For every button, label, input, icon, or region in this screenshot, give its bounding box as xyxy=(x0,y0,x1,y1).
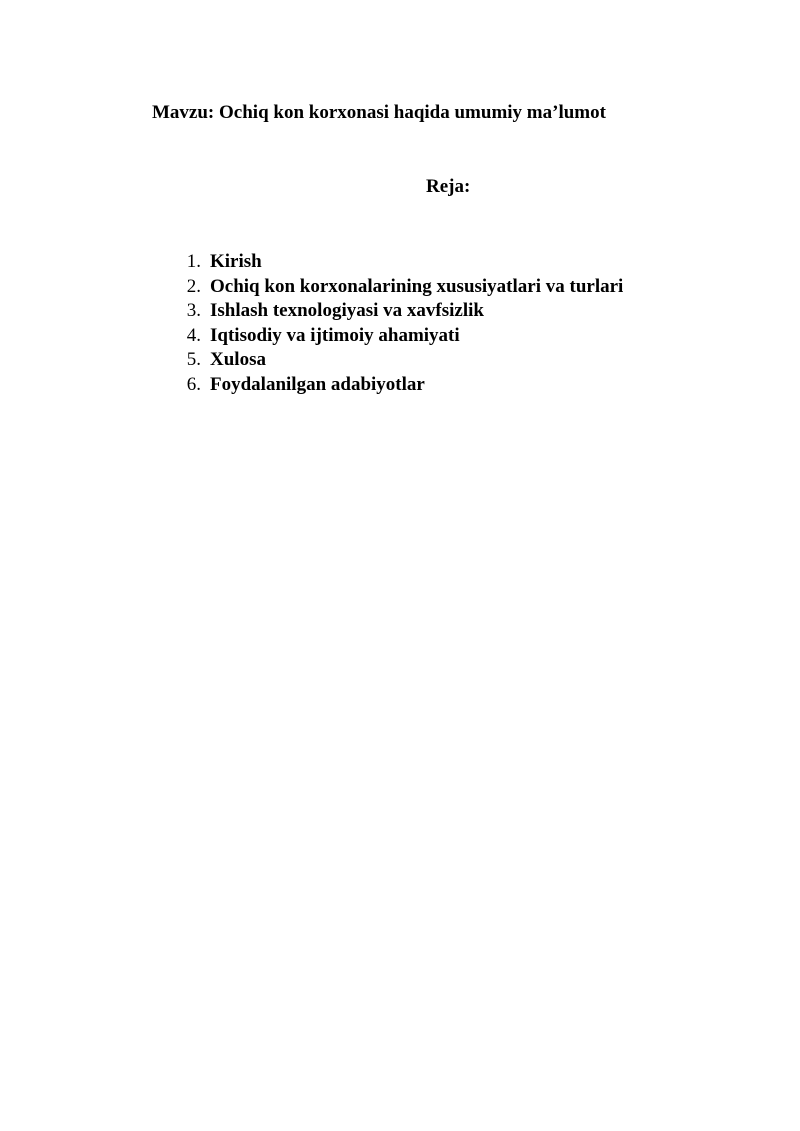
list-item-text: Xulosa xyxy=(210,349,266,371)
list-item xyxy=(160,275,623,300)
list-item-text: Ishlash texnologiyasi va xavfsizlik xyxy=(210,300,484,322)
list-item-number: 4. xyxy=(186,324,201,346)
list-item-number: 5. xyxy=(186,349,201,371)
list-item xyxy=(160,250,623,275)
list-item-number: 3. xyxy=(186,300,201,322)
list-item-text: Foydalanilgan adabiyotlar xyxy=(210,373,425,395)
list-item xyxy=(160,324,623,349)
plan-list xyxy=(160,250,623,398)
plan-heading: Reja: xyxy=(426,176,471,197)
list-item-number: 2. xyxy=(186,275,201,297)
list-item xyxy=(160,348,623,373)
list-item-text: Kirish xyxy=(210,251,262,272)
list-item xyxy=(160,373,623,398)
list-item-text: Iqtisodiy va ijtimoiy ahamiyati xyxy=(210,324,460,346)
document-title: Mavzu: Ochiq kon korxonasi haqida umumiy ma’lumot xyxy=(152,102,606,123)
list-item xyxy=(160,299,623,324)
list-item-text: Ochiq kon korxonalarining xususiyatlari va turlari xyxy=(210,275,624,297)
list-item-number: 1. xyxy=(186,251,201,272)
list-item-number: 6. xyxy=(186,373,201,395)
